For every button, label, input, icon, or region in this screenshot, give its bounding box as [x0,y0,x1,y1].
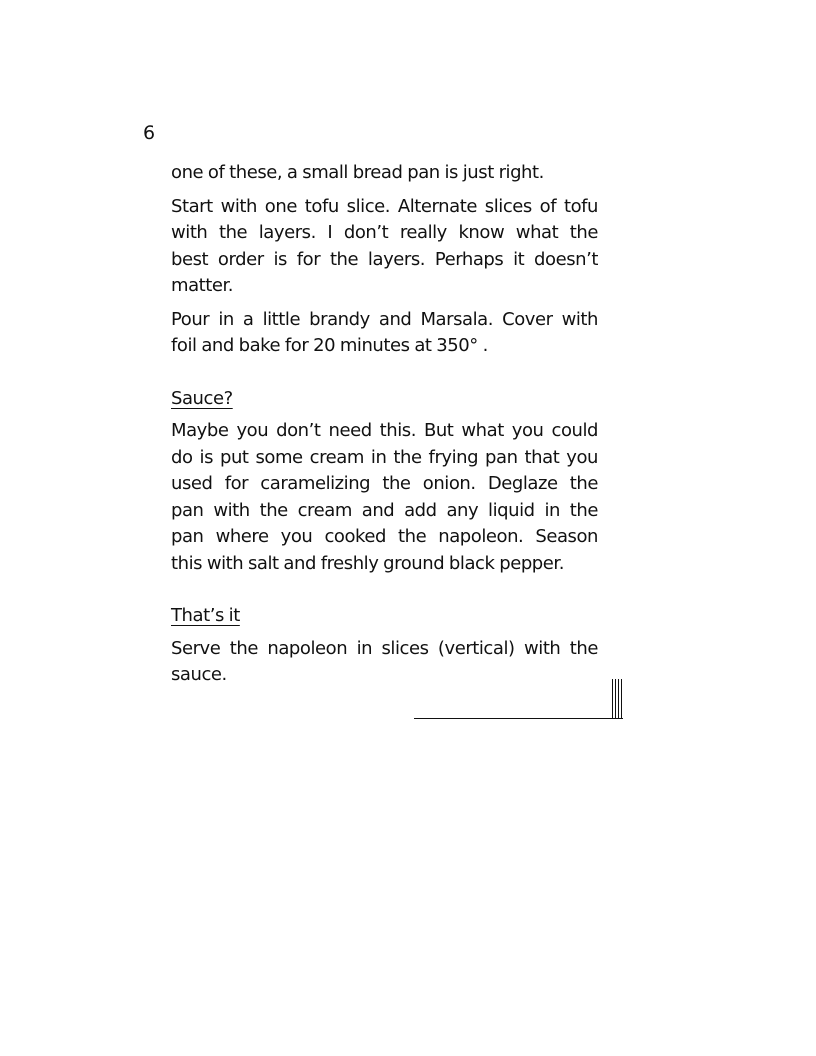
text-line: this with salt and freshly ground black pepper. [171,552,564,574]
end-mark-bar [618,679,619,719]
text-line: one of these, a small bread pan is just right. [171,162,544,183]
text-line: with the layers. I don’t really know what the [171,222,598,243]
recipe-body [171,160,598,689]
text-line: Pour in a little brandy and Marsala. Cover with [171,308,598,330]
section-heading-sauce: Sauce? [171,387,233,409]
end-of-recipe-mark [414,679,623,719]
end-mark-bar [621,679,622,719]
paragraph [171,418,598,577]
section-heading-thats-it: That’s it [171,605,240,626]
text-line: foil and bake for 20 minutes at 350° . [171,335,488,356]
end-mark-bar [615,679,616,719]
text-line: do is put some cream in the frying pan that you [171,446,598,468]
text-line: best order is for the layers. Perhaps it doesn’t [171,248,598,270]
page-number: 6 [143,122,156,144]
paragraph [171,194,598,300]
text-line: Serve the napoleon in slices (vertical) with the [171,637,598,659]
paragraph [171,307,598,360]
text-line: sauce. [171,664,227,685]
text-line: matter. [171,275,234,296]
text-line: pan where you cooked the napoleon. Season [171,526,598,547]
text-line: Maybe you don’t need this. But what you could [171,420,598,441]
text-line: pan with the cream and add any liquid in the [171,499,598,521]
text-line: Start with one tofu slice. Alternate slices of tofu [171,195,598,217]
paragraph [171,160,598,187]
end-mark-bar [612,679,613,719]
end-mark-rule [414,718,623,719]
text-line: used for caramelizing the onion. Deglaze the [171,473,598,494]
